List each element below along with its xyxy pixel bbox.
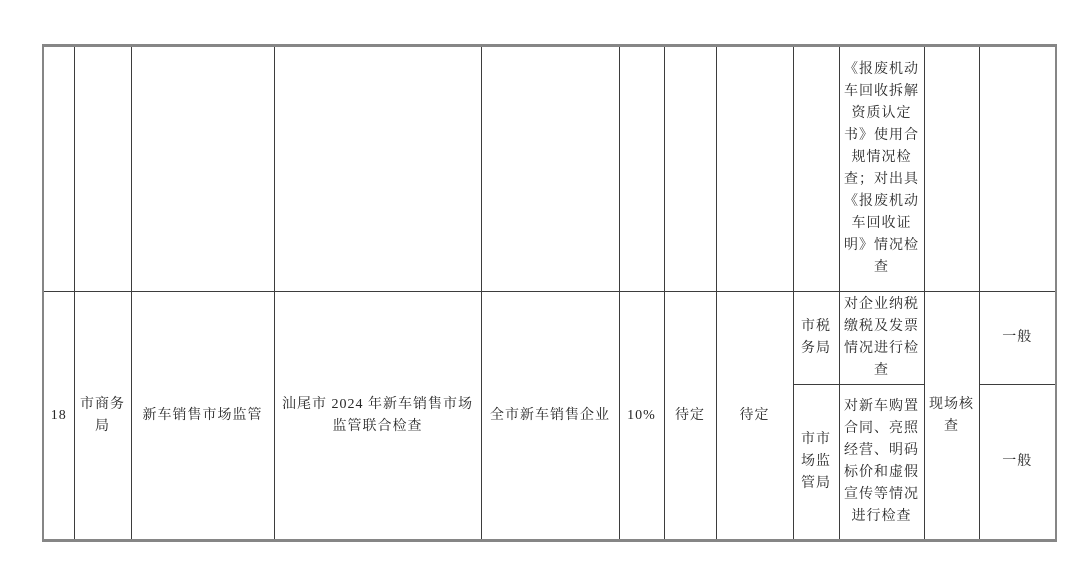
inspection-content-cell-previous: 《报废机动车回收拆解资质认定书》使用合规情况检查；对出具《报废机动车回收证明》情况检查 (839, 46, 924, 292)
empty-cell (979, 46, 1056, 292)
table-row-18-sub1 (43, 292, 1056, 385)
empty-cell (924, 46, 979, 292)
time-cell-1: 待定 (664, 292, 716, 541)
empty-cell (619, 46, 664, 292)
method-cell: 现场核查 (924, 292, 979, 541)
category-cell: 一般 (979, 292, 1056, 385)
empty-cell (74, 46, 131, 292)
joint-department-cell: 市市场监管局 (793, 385, 839, 541)
inspection-plan-table (42, 44, 1057, 542)
plan-name-cell: 汕尾市 2024 年新车销售市场监管联合检查 (274, 292, 481, 541)
joint-department-cell: 市税务局 (793, 292, 839, 385)
empty-cell (793, 46, 839, 292)
empty-cell (131, 46, 274, 292)
empty-cell (43, 46, 74, 292)
inspection-content-cell: 对企业纳税缴税及发票情况进行检查 (839, 292, 924, 385)
empty-cell (716, 46, 793, 292)
category-cell: 一般 (979, 385, 1056, 541)
inspection-item-cell: 新车销售市场监管 (131, 292, 274, 541)
department-cell: 市商务局 (74, 292, 131, 541)
sample-ratio-cell: 10% (619, 292, 664, 541)
empty-cell (481, 46, 619, 292)
empty-cell (274, 46, 481, 292)
table-row-previous (43, 46, 1056, 292)
empty-cell (664, 46, 716, 292)
inspection-content-cell: 对新车购置合同、亮照经营、明码标价和虚假宣传等情况进行检查 (839, 385, 924, 541)
time-cell-2: 待定 (716, 292, 793, 541)
inspection-target-cell: 全市新车销售企业 (481, 292, 619, 541)
serial-cell: 18 (43, 292, 74, 541)
